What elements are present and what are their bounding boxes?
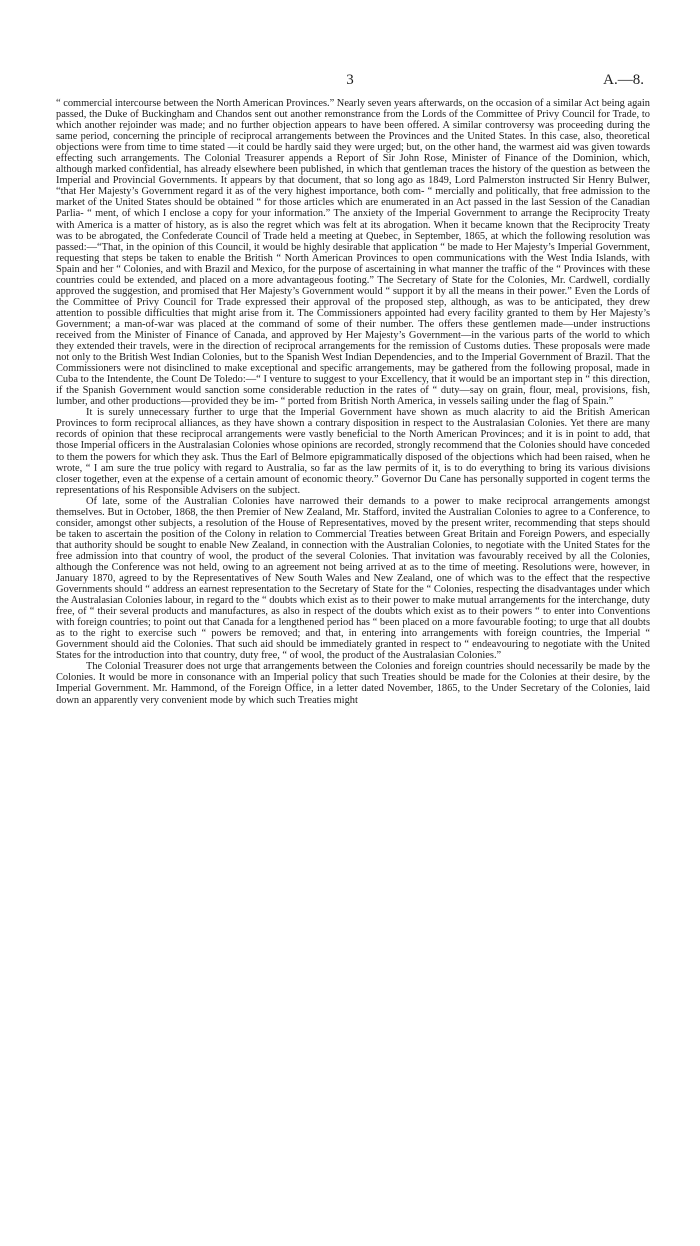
document-reference: A.—8.: [603, 72, 644, 88]
body-text: [56, 98, 650, 706]
paragraph: “ commercial intercourse between the North American Provinces.” Nearly seven years afterwards, on the occasion of a similar Act being again passed, the Duke of Buckingham and Chandos sent out another remonstrance from the Lords of the Committee of Privy Council for Trade, to which another rejoinder was made; and no further objection appears to have been offered. A similar controversy was proceeding during the same period, concerning the principle of reciprocal arrangements between the Provinces and the United States. In this case, also, theoretical objections were from time to time stated —it could be hardly said they were urged; but, on the other hand, the warmest aid was given towards effecting such arrangements. The Colonial Treasurer appends a Report of Sir John Rose, Minister of Finance of the Dominion, which, although marked confidential, has already elsewhere been published, in which that gentleman traces the history of the question as between the Imperial and Provincial Governments. It appears by that document, that so long ago as 1849, Lord Palmerston instructed Sir Henry Bulwer, “that Her Majesty’s Government regard it as of the very highest importance, both com- “ mercially and politically, that free admission to the market of the United States should be obtained “ for those articles which are enumerated in an Act passed in the last Session of the Canadian Parlia- “ ment, of which I enclose a copy for your information.” The anxiety of the Imperial Government to arrange the Reciprocity Treaty with America is a matter of history, as is also the regret which was felt at its abrogation. When it became known that the Reciprocity Treaty was to be abrogated, the Confederate Council of Trade held a meeting at Quebec, in September, 1865, at which the following resolution was passed:—“That, in the opinion of this Council, it would be highly desirable that application “ be made to Her Majesty’s Imperial Government, requesting that steps be taken to enable the British “ North American Provinces to open communications with the West India Islands, with Spain and her “ Colonies, and with Brazil and Mexico, for the purpose of ascertaining in what manner the traffic of the “ Provinces with these countries could be extended, and placed on a more advantageous footing.” The Secretary of State for the Colonies, Mr. Cardwell, cordially approved the suggestion, and promised that Her Majesty’s Government would “ support it by all the means in their power.” Even the Lords of the Committee of Privy Council for Trade expressed their approval of the proposed step, although, as was to be anticipated, they drew attention to possible difficulties that might arise from it. The Commissioners appointed had every facility granted to them by Her Majesty’s Government; a man-of-war was placed at the command of some of their number. The offers these gentlemen made—under instructions received from the Minister of Finance of Canada, and approved by Her Majesty’s Government—in the various parts of the world to which they extended their travels, were in the direction of reciprocal arrangements for the remission of Customs duties. These proposals were made not only to the British West Indian Colonies, but to the Spanish West Indian Dependencies, and to the Imperial Government of Brazil. That the Commissioners were not disinclined to make exceptional and specific arrangements, may be gathered from the following proposal, made in Cuba to the Intendente, the Count De Toledo:—“ I venture to suggest to your Excellency, that it would be an important step in “ this direction, if the Spanish Government would sanction some considerable reduction in the rates of “ duty—say on grain, flour, meal, provisions, fish, lumber, and other productions—provided they be im- “ ported from British North America, in vessels sailing under the flag of Spain.”: [56, 98, 650, 408]
page-header: [56, 72, 644, 92]
paragraph: Of late, some of the Australian Colonies have narrowed their demands to a power to make reciprocal arrangements amongst themselves. But in October, 1868, the then Premier of New Zealand, Mr. Stafford, invited the Australian Colonies to agree to a Conference, to consider, amongst other subjects, a resolution of the House of Representatives, moved by the present writer, recommending that steps should be taken to ascertain the position of the Colony in relation to Commercial Treaties between Great Britain and Foreign Powers, and especially that authority should be sought to enable New Zealand, in connection with the Australian Colonies, to negotiate with the United States for the free admission into that country of wool, the product of the several Colonies. That invitation was favourably received by all the Colonies, although the Conference was not held, owing to an agreement not being arrived at as to the time of meeting. Resolutions were, however, in January 1870, agreed to by the Representatives of New South Wales and New Zealand, one of which was to the effect that the respective Governments should “ address an earnest representation to the Secretary of State for the “ Colonies, respecting the disadvantages under which the Australasian Colonies labour, in regard to the “ doubts which exist as to their power to make mutual arrangements for the interchange, duty free, of “ their several products and manufactures, as also in respect of the doubts which exist as to their powers “ to enter into Conventions with foreign countries; to point out that Canada for a lengthened period has “ been placed on a more favourable footing; to urge that all doubts as to the right to exercise such “ powers be removed; and that, in entering into arrangements with foreign countries, the Imperial “ Government should aid the Colonies. That such aid should be immediately granted in respect to “ endeavouring to negotiate with the United States for the introduction into that country, duty free, “ of wool, the product of the Australasian Colonies.”: [56, 495, 650, 662]
paragraph: It is surely unnecessary further to urge that the Imperial Government have shown as much alacrity to aid the British American Provinces to form reciprocal alliances, as they have shown a contrary disposition in respect to the Australasian Colonies. Yet there are many records of opinion that these reciprocal arrangements were vastly beneficial to the North American Provinces; and it is in point to add, that those Imperial officers in the Australasian Colonies whose opinions are recorded, strongly recommend that the Colonies should have conceded to them the powers for which they ask. Thus the Earl of Belmore epigrammatically disposed of the objections which had been raised, when he wrote, “ I am sure the true policy with regard to Australia, so far as the law permits of it, is to do everything to bring its various divisions closer together, even at the expense of a certain amount of economic theory.” Governor Du Cane has personally supported in cogent terms the representations of his Responsible Advisers on the subject.: [56, 407, 650, 496]
paragraph: The Colonial Treasurer does not urge that arrangements between the Colonies and foreign countries should necessarily be made by the Colonies. It would be more in consonance with an Imperial policy that such Treaties should be made for the Colonies at their desire, by the Imperial Government. Mr. Hammond, of the Foreign Office, in a letter dated November, 1865, to the Under Secretary of the Colonies, laid down an apparently very convenient mode by which such Treaties might: [56, 661, 650, 706]
page-number: 3: [346, 72, 354, 88]
